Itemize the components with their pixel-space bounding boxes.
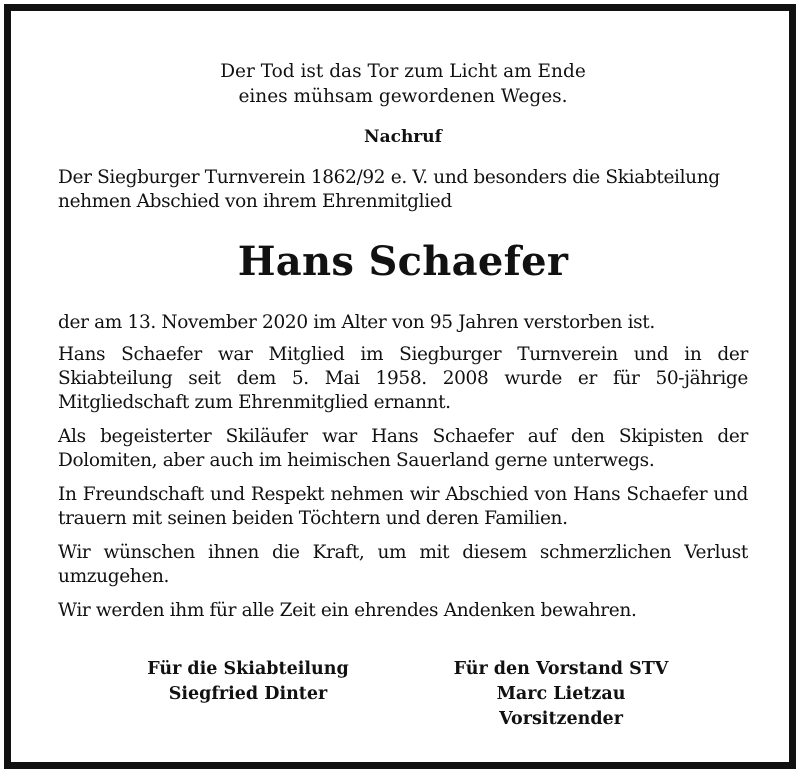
- paragraph-skiing: Als begeisterter Skiläufer war Hans Schaefer auf den Skipisten der Dolomiten, aber auch im heimischen Sauerland gerne unterwegs.: [58, 426, 748, 471]
- paragraph-remembrance: Wir werden ihm für alle Zeit ein ehrendes Andenken bewahren.: [58, 600, 637, 621]
- obituary-body: [58, 311, 748, 633]
- intro-line-1: Der Siegburger Turnverein 1862/92 e. V. und besonders die Skiabteilung: [58, 167, 720, 188]
- signature-left-line-2: Siegfried Dinter: [168, 684, 328, 704]
- motto: [58, 59, 748, 109]
- signature-right-line-3: Vorsitzender: [499, 709, 623, 729]
- intro-line-2: nehmen Abschied von ihrem Ehrenmitglied: [58, 191, 452, 212]
- signature-left-line-1: Für die Skiabteilung: [147, 659, 349, 679]
- signature-ski-department: [98, 657, 398, 707]
- paragraph-wishes: Wir wünschen ihnen die Kraft, um mit diesem schmerzlichen Verlust umzugehen.: [58, 542, 748, 587]
- paragraph-farewell: In Freundschaft und Respekt nehmen wir Abschied von Hans Schaefer und trauern mit seinen beiden Töchtern und deren Familien.: [58, 484, 748, 529]
- obituary-heading: Nachruf: [364, 127, 442, 147]
- paragraph-date: der am 13. November 2020 im Alter von 95 Jahren verstorben ist.: [58, 312, 655, 333]
- paragraph-membership: Hans Schaefer war Mitglied im Siegburger Turnverein und in der Skiabteilung seit dem 5. Mai 1958. 2008 wurde er für 50-jährige Mitgliedschaft zum Ehrenmitglied ernannt.: [58, 344, 748, 413]
- signature-board: [416, 657, 706, 732]
- motto-line-1: Der Tod ist das Tor zum Licht am Ende: [220, 61, 586, 82]
- signature-right-line-2: Marc Lietzau: [496, 684, 626, 704]
- signatures: [58, 657, 748, 737]
- motto-line-2: eines mühsam gewordenen Weges.: [238, 86, 568, 107]
- deceased-name: Hans Schaefer: [237, 238, 569, 285]
- signature-right-line-1: Für den Vorstand STV: [453, 659, 669, 679]
- obituary-frame: [4, 4, 796, 769]
- intro-text: [58, 166, 748, 214]
